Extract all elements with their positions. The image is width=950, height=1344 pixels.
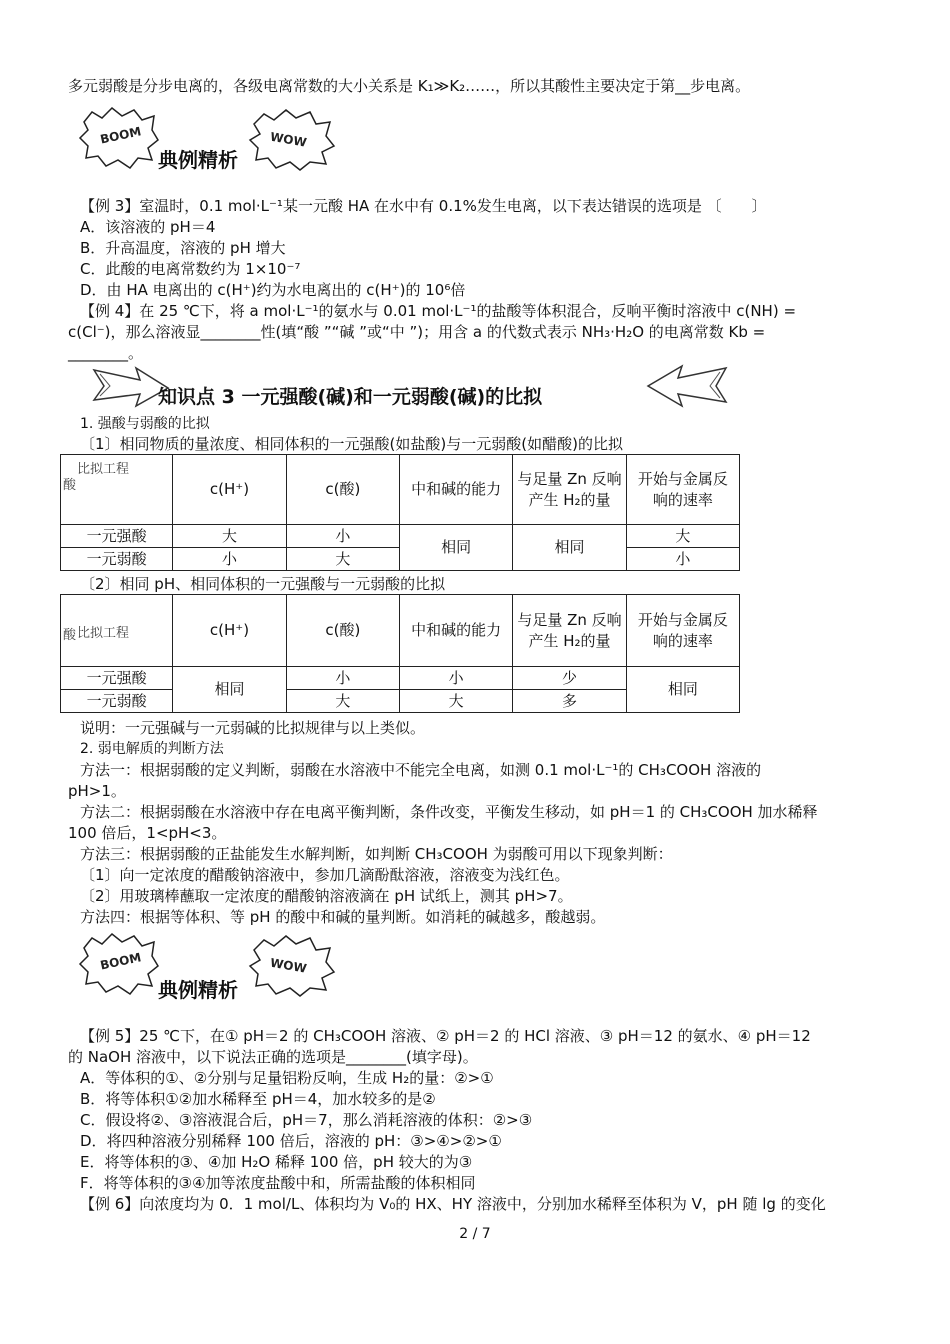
cell: 小 bbox=[626, 548, 739, 571]
corner-top-label: 比拟工程 bbox=[77, 626, 130, 641]
header-neutralize: 中和碱的能力 bbox=[399, 595, 512, 667]
example-5-option-a: A．等体积的①、②分别与足量铝粉反响，生成 H₂的量：②>① bbox=[80, 1069, 494, 1087]
banner-title: 典例精析 bbox=[158, 978, 238, 1002]
section-title: 知识点 3 一元强酸(碱)和一元弱酸(碱)的比拟 bbox=[158, 386, 543, 408]
example-4-line-3: ________。 bbox=[68, 344, 144, 362]
table-header-row bbox=[61, 595, 740, 667]
svg-text:WOW: WOW bbox=[269, 955, 308, 976]
example-5-option-d: D．将四种溶液分别稀释 100 倍后，溶液的 pH：③>④>②>① bbox=[80, 1132, 502, 1150]
header-h2-amount: 与足量 Zn 反响产生 H₂的量 bbox=[513, 595, 626, 667]
svg-text:BOOM: BOOM bbox=[98, 950, 143, 973]
header-ch: c(H⁺) bbox=[173, 455, 286, 525]
subsection-2: 2. 弱电解质的判断方法 bbox=[80, 741, 224, 757]
header-rate: 开始与金属反响的速率 bbox=[626, 595, 739, 667]
example-6-line-1: 【例 6】向浓度均为 0．1 mol/L、体积均为 V₀的 HX、HY 溶液中，分别加水稀释至体积为 V，pH 随 lg 的变化 bbox=[80, 1195, 826, 1213]
example-5-option-b: B．将等体积①②加水稀释至 pH＝4，加水较多的是② bbox=[80, 1090, 436, 1108]
cell: 大 bbox=[286, 548, 399, 571]
method-2-line-1: 方法二：根据弱酸在水溶液中存在电离平衡判断，条件改变，平衡发生移动，如 pH＝1 的 CH₃COOH 加水稀释 bbox=[80, 803, 818, 821]
example-5-line-1: 【例 5】25 ℃下，在① pH＝2 的 CH₃COOH 溶液、② pH＝2 的 HCl 溶液、③ pH＝12 的氨水、④ pH＝12 bbox=[80, 1027, 811, 1045]
page-number: 2 / 7 bbox=[459, 1226, 491, 1242]
cell: 大 bbox=[173, 525, 286, 548]
cell: 大 bbox=[399, 690, 512, 713]
cell: 大 bbox=[626, 525, 739, 548]
corner-top-label: 比拟工程 bbox=[77, 462, 130, 477]
method-2-line-2: 100 倍后，1<pH<3。 bbox=[68, 824, 227, 842]
table-corner-cell bbox=[61, 595, 173, 667]
header-ch: c(H⁺) bbox=[173, 595, 286, 667]
merged-cell: 相同 bbox=[513, 525, 626, 571]
svg-text:WOW: WOW bbox=[269, 129, 308, 150]
row-label: 一元强酸 bbox=[61, 667, 173, 690]
example-5-line-2: 的 NaOH 溶液中，以下说法正确的选项是________(填字母)。 bbox=[68, 1048, 478, 1066]
cell: 小 bbox=[173, 548, 286, 571]
row-label: 一元弱酸 bbox=[61, 690, 173, 713]
banner-title: 典例精析 bbox=[158, 148, 238, 172]
header-h2-amount: 与足量 Zn 反响产生 H₂的量 bbox=[513, 455, 626, 525]
header-rate: 开始与金属反响的速率 bbox=[626, 455, 739, 525]
example-3-option-d: D．由 HA 电离出的 c(H⁺)约为水电离出的 c(H⁺)的 10⁶倍 bbox=[80, 281, 466, 299]
example-banner bbox=[78, 930, 338, 1000]
cell: 小 bbox=[286, 667, 399, 690]
header-neutralize: 中和碱的能力 bbox=[399, 455, 512, 525]
example-5-option-e: E．将等体积的③、④加 H₂O 稀释 100 倍，pH 较大的为③ bbox=[80, 1153, 473, 1171]
table-row bbox=[61, 525, 740, 548]
table-row bbox=[61, 667, 740, 690]
example-3-option-c: C．此酸的电离常数约为 1×10⁻⁷ bbox=[80, 260, 301, 278]
example-3-option-b: B．升高温度，溶液的 pH 增大 bbox=[80, 239, 286, 257]
cell: 大 bbox=[286, 690, 399, 713]
example-4-line-2: c(Cl⁻)，那么溶液显________性(填“酸 ”“碱 ”或“中 ”)；用含 a 的代数式表示 NH₃·H₂O 的电离常数 Kb = bbox=[68, 323, 766, 341]
table-2-caption: 〔2〕相同 pH、相同体积的一元强酸与一元弱酸的比拟 bbox=[80, 575, 446, 593]
cell: 多 bbox=[513, 690, 626, 713]
method-1-line-1: 方法一：根据弱酸的定义判断，弱酸在水溶液中不能完全电离，如测 0.1 mol·L⁻¹的 CH₃COOH 溶液的 bbox=[80, 761, 762, 779]
section-banner bbox=[90, 360, 730, 410]
svg-text:BOOM: BOOM bbox=[98, 124, 143, 147]
method-1-line-2: pH>1。 bbox=[68, 782, 126, 800]
example-5-option-f: F．将等体积的③④加等浓度盐酸中和，所需盐酸的体积相同 bbox=[80, 1174, 476, 1192]
cell: 小 bbox=[286, 525, 399, 548]
method-3-line-1: 方法三：根据弱酸的正盐能发生水解判断，如判断 CH₃COOH 为弱酸可用以下现象判断： bbox=[80, 845, 673, 863]
example-3-option-a: A．该溶液的 pH＝4 bbox=[80, 218, 216, 236]
corner-left-label: 酸 bbox=[63, 478, 77, 493]
table-header-row bbox=[61, 455, 740, 525]
method-3-line-3: 〔2〕用玻璃棒蘸取一定浓度的醋酸钠溶液滴在 pH 试纸上，测其 pH>7。 bbox=[80, 887, 573, 905]
row-label: 一元弱酸 bbox=[61, 548, 173, 571]
row-label: 一元强酸 bbox=[61, 525, 173, 548]
example-banner bbox=[78, 104, 338, 174]
header-c-acid: c(酸) bbox=[286, 455, 399, 525]
comparison-table-1 bbox=[60, 454, 740, 571]
merged-cell: 相同 bbox=[626, 667, 739, 713]
table-1-caption: 〔1〕相同物质的量浓度、相同体积的一元强酸(如盐酸)与一元弱酸(如醋酸)的比拟 bbox=[80, 435, 623, 453]
example-4-line-1: 【例 4】在 25 ℃下，将 a mol·L⁻¹的氨水与 0.01 mol·L⁻¹的盐酸等体积混合，反响平衡时溶液中 c(NH) = bbox=[80, 302, 797, 320]
merged-cell: 相同 bbox=[399, 525, 512, 571]
cell: 少 bbox=[513, 667, 626, 690]
method-3-line-2: 〔1〕向一定浓度的醋酸钠溶液中，参加几滴酚酞溶液，溶液变为浅红色。 bbox=[80, 866, 570, 884]
method-4: 方法四：根据等体积、等 pH 的酸中和碱的量判断。如消耗的碱越多，酸越弱。 bbox=[80, 908, 606, 926]
example-3-stem: 【例 3】室温时，0.1 mol·L⁻¹某一元酸 HA 在水中有 0.1%发生电离，以下表达错误的选项是 〔 〕 bbox=[80, 197, 767, 215]
note-line: 说明：一元强碱与一元弱碱的比拟规律与以上类似。 bbox=[80, 719, 426, 737]
example-5-option-c: C．假设将②、③溶液混合后，pH＝7，那么消耗溶液的体积：②>③ bbox=[80, 1111, 533, 1129]
corner-left-label: 酸 bbox=[63, 628, 77, 643]
merged-cell: 相同 bbox=[173, 667, 286, 713]
header-c-acid: c(酸) bbox=[286, 595, 399, 667]
subsection-1: 1. 强酸与弱酸的比拟 bbox=[80, 416, 210, 432]
table-corner-cell bbox=[61, 455, 173, 525]
cell: 小 bbox=[399, 667, 512, 690]
intro-line: 多元弱酸是分步电离的，各级电离常数的大小关系是 K₁≫K₂……，所以其酸性主要决定于第__步电离。 bbox=[68, 77, 751, 95]
comparison-table-2 bbox=[60, 594, 740, 713]
